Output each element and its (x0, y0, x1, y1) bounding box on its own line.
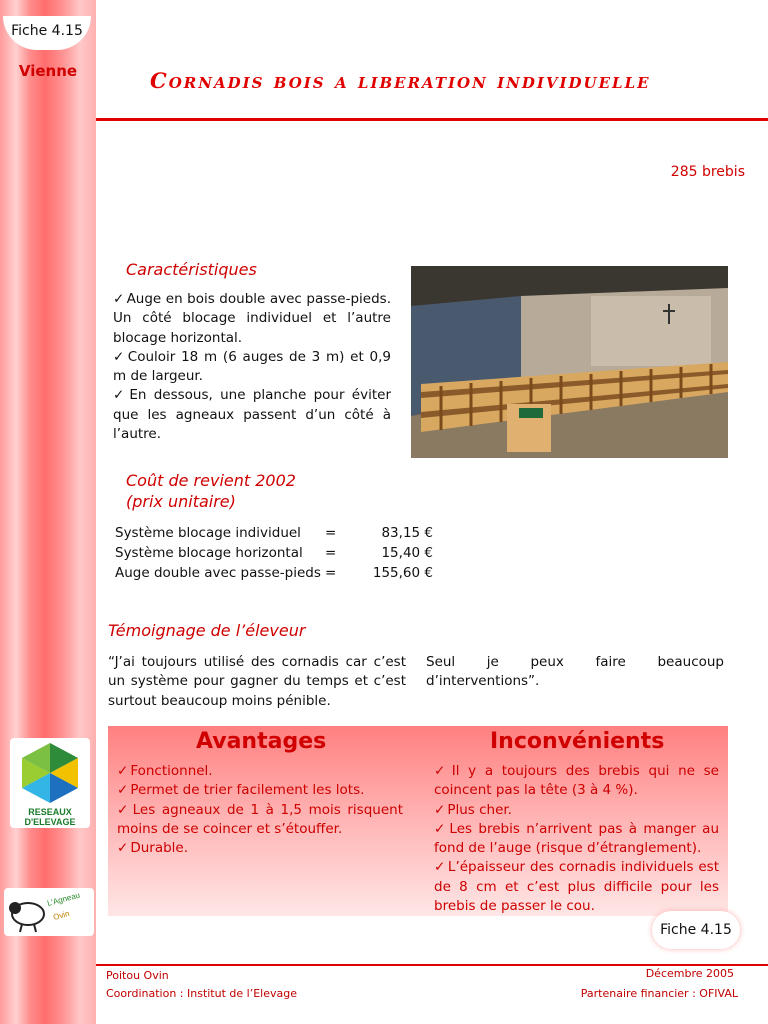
table-row: Système blocage individuel = 83,15 € (115, 525, 433, 541)
footer-left-line2: Coordination : Institut de l’Elevage (106, 987, 297, 1000)
checkmark-icon: ✓ (117, 782, 129, 799)
sheep-logo (4, 888, 94, 936)
svg-text:D'ELEVAGE: D'ELEVAGE (24, 817, 76, 827)
list-item: ✓ Il y a toujours des brebis qui ne se coincent pas la tête (3 à 4 %). (434, 763, 719, 799)
svg-text:L'Agneau: L'Agneau (46, 890, 81, 908)
barn-photo (411, 266, 728, 458)
checkmark-icon: ✓ (434, 801, 446, 818)
page-title: Cornadis bois a liberation individuelle (150, 68, 651, 93)
advantages-list (117, 762, 403, 858)
sidebar (0, 0, 96, 1024)
fiche-number-badge: Fiche 4.15 (3, 16, 91, 50)
region-label: Vienne (18, 62, 78, 80)
checkmark-icon: ✓ (117, 801, 131, 818)
testimony-col2: Seul je peux faire beaucoup d’interventions”. (426, 654, 724, 690)
fiche-number-footer-badge: Fiche 4.15 (652, 911, 740, 949)
checkmark-icon: ✓ (434, 820, 448, 837)
list-item: ✓ En dessous, une planche pour éviter que les agneaux passent d’un côté à l’autre. (113, 387, 391, 443)
footer-left-line1: Poitou Ovin (106, 969, 169, 982)
table-row: Auge double avec passe-pieds = 155,60 € (115, 565, 433, 581)
checkmark-icon: ✓ (113, 348, 126, 365)
checkmark-icon: ✓ (117, 763, 129, 779)
svg-text:RESEAUX: RESEAUX (28, 807, 72, 817)
list-item: ✓ Couloir 18 m (6 auges de 3 m) et 0,9 m de largeur. (113, 348, 392, 385)
table-row: Système blocage horizontal = 15,40 € (115, 545, 433, 561)
checkmark-icon: ✓ (434, 763, 450, 779)
list-item: ✓ L’épaisseur des cornadis individuels est de 8 cm et c’est plus difficile pour les brebis de passer le cou. (434, 859, 720, 915)
footer-right-line2: Partenaire financier : OFIVAL (580, 987, 738, 1000)
checkmark-icon: ✓ (434, 859, 446, 876)
advantages-heading: Avantages (196, 729, 327, 754)
footer-right-line1: Décembre 2005 (645, 967, 734, 980)
footer-divider (96, 964, 768, 966)
testimony-col1: “J’ai toujours utilisé des cornadis car c’est un système pour gagner du temps et c’est surtout beaucoup moins pénible. (108, 654, 406, 709)
cost-table (115, 523, 433, 583)
flock-size: 285 brebis (670, 164, 745, 180)
checkmark-icon: ✓ (113, 387, 128, 404)
list-item: ✓ Plus cher. (434, 801, 512, 818)
characteristics-list (113, 290, 391, 444)
list-item: ✓ Les agneaux de 1 à 1,5 mois risquent moins de se coincer et s’étouffer. (117, 801, 403, 837)
title-underline (96, 118, 768, 121)
list-item: ✓ Les brebis n’arrivent pas à manger au fond de l’auge (risque d’étranglement). (434, 820, 720, 857)
list-item: ✓ Fonctionnel. (117, 763, 213, 779)
checkmark-icon: ✓ (113, 291, 125, 307)
disadvantages-list (434, 762, 719, 916)
reseaux-elevage-logo (10, 738, 90, 828)
svg-text:Ovin: Ovin (52, 908, 71, 922)
list-item: ✓ Durable. (117, 840, 189, 857)
testimony-heading: Témoignage de l’éleveur (108, 621, 306, 640)
disadvantages-heading: Inconvénients (490, 729, 665, 754)
cost-heading: Coût de revient 2002 (prix unitaire) (126, 471, 296, 511)
list-item: ✓ Auge en bois double avec passe-pieds. Un côté blocage individuel et l’autre blocage horizontal. (113, 291, 391, 346)
checkmark-icon: ✓ (117, 840, 129, 857)
characteristics-heading: Caractéristiques (126, 260, 257, 279)
list-item: ✓ Permet de trier facilement les lots. (117, 782, 365, 799)
